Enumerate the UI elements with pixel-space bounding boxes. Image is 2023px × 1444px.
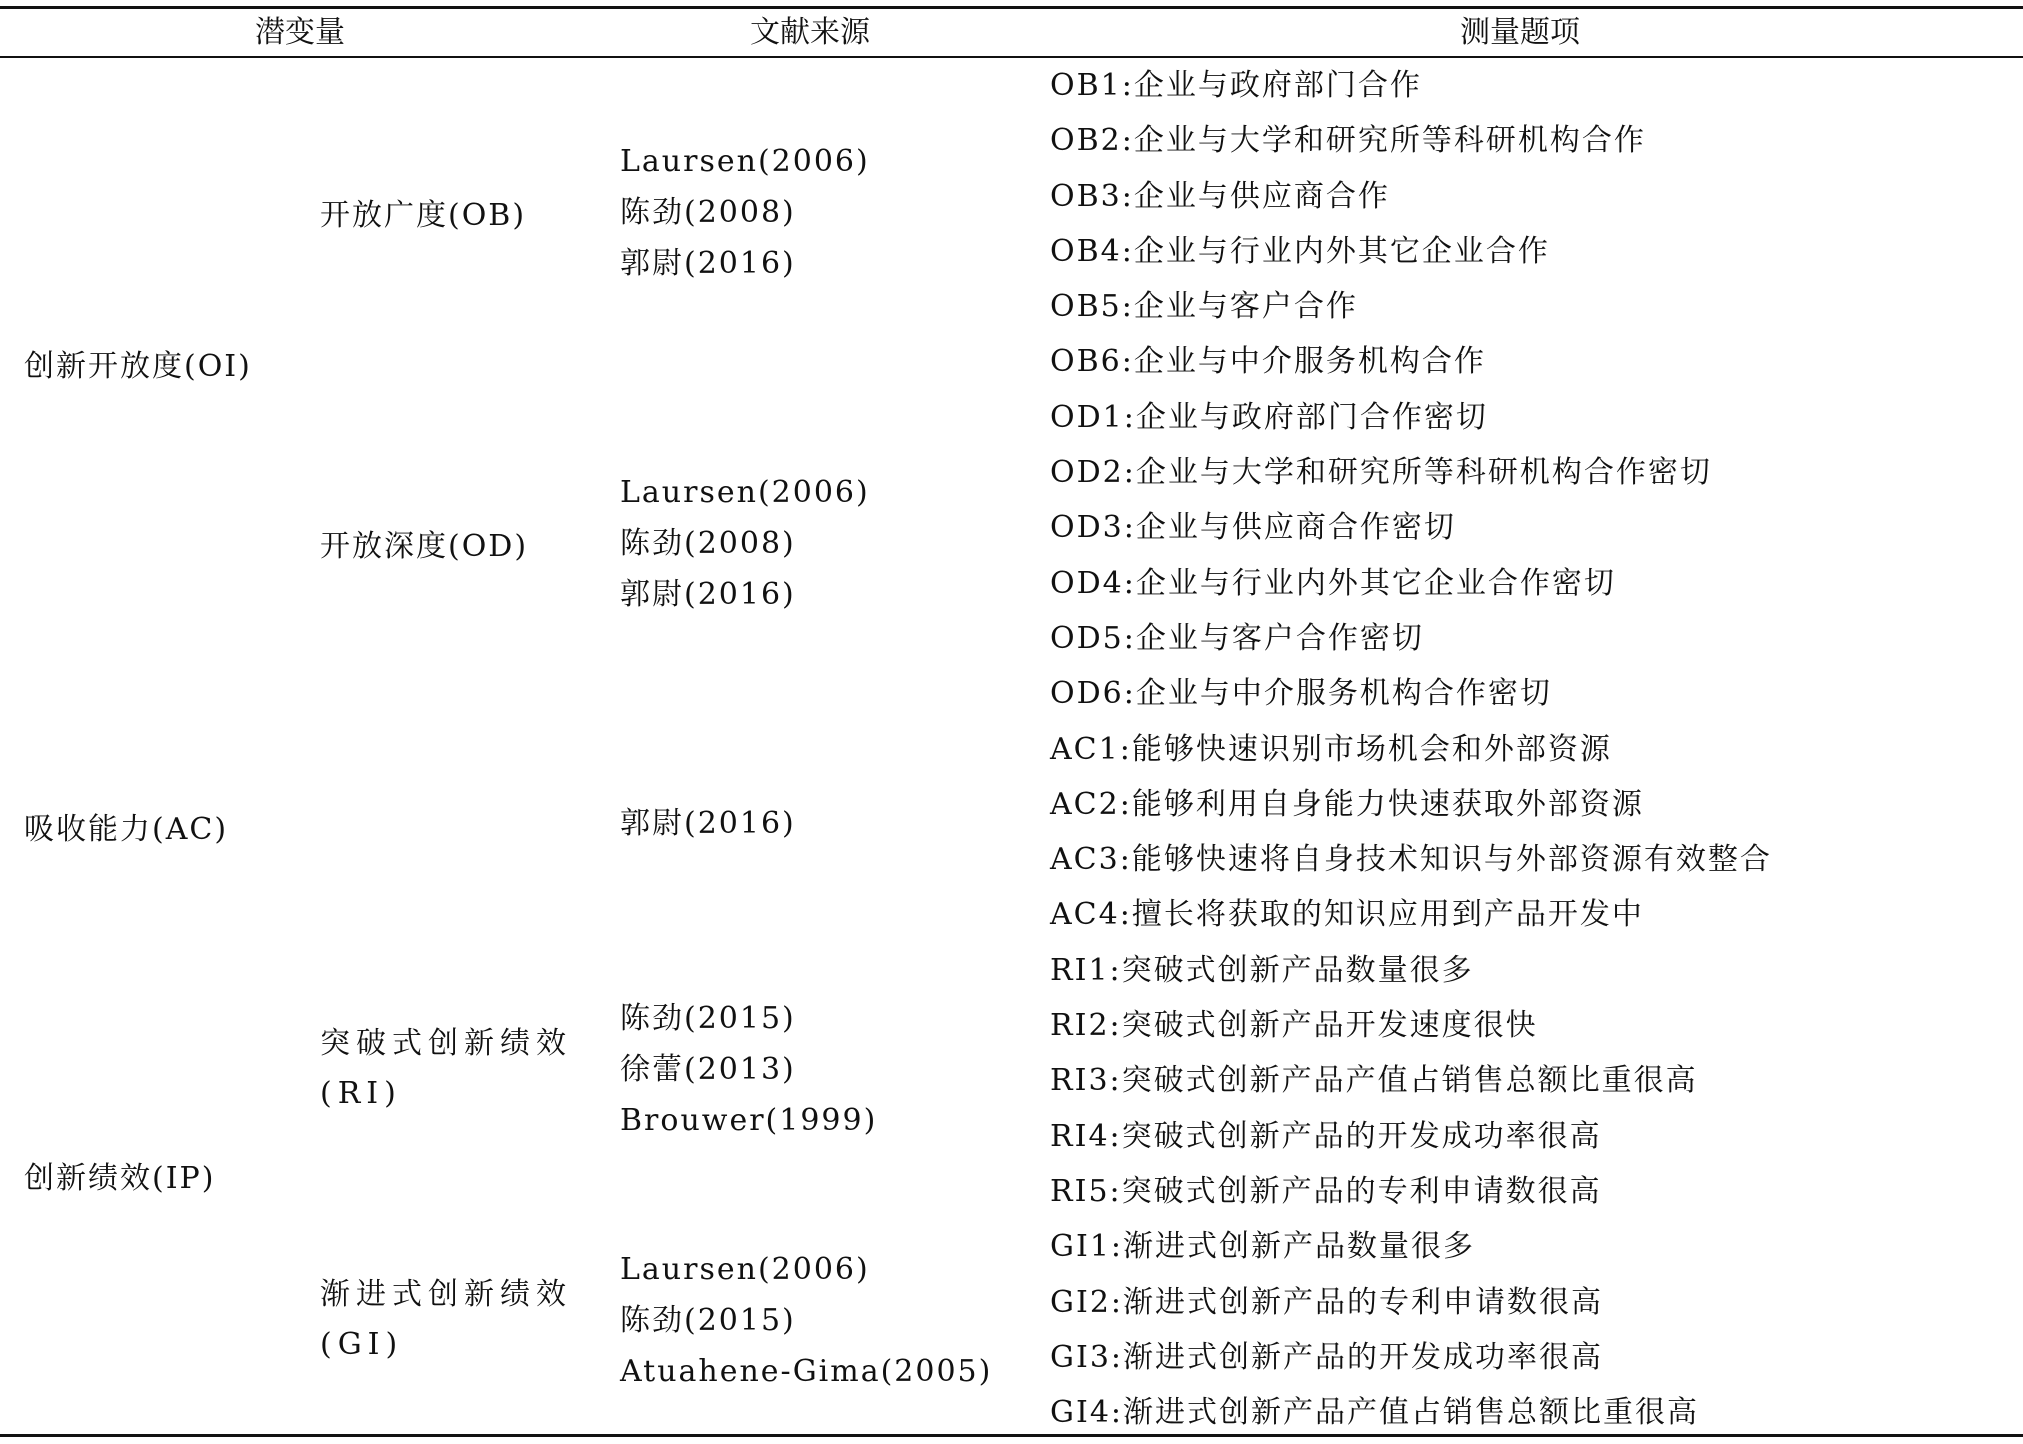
- header-literature-source: 文献来源: [750, 15, 870, 50]
- source-gi-2: 陈劲(2015): [620, 1303, 796, 1338]
- item-gi2: GI2:渐进式创新产品的专利申请数很高: [1050, 1284, 1604, 1320]
- source-ri-3: Brouwer(1999): [620, 1103, 878, 1138]
- item-ri5: RI5:突破式创新产品的专利申请数很高: [1050, 1173, 1602, 1209]
- item-ob5: OB5:企业与客户合作: [1050, 289, 1358, 325]
- item-ob3: OB3:企业与供应商合作: [1050, 178, 1390, 214]
- measurement-items-list: [1050, 62, 1772, 1444]
- item-ac1: AC1:能够快速识别市场机会和外部资源: [1050, 731, 1612, 767]
- source-ac-1: 郭尉(2016): [620, 806, 796, 841]
- item-gi1: GI1:渐进式创新产品数量很多: [1050, 1229, 1476, 1265]
- source-ob: [620, 136, 870, 289]
- item-ob4: OB4:企业与行业内外其它企业合作: [1050, 233, 1550, 269]
- header-measurement-items: 测量题项: [1460, 15, 1580, 50]
- source-od-2: 陈劲(2008): [620, 526, 796, 561]
- latent-gi-line2: (GI): [320, 1327, 404, 1362]
- item-ac3: AC3:能够快速将自身技术知识与外部资源有效整合: [1050, 842, 1772, 878]
- source-ob-3: 郭尉(2016): [620, 246, 796, 281]
- source-ri: [620, 993, 877, 1146]
- item-gi4: GI4:渐进式创新产品产值占销售总额比重很高: [1050, 1395, 1700, 1431]
- latent-ri: [320, 1019, 572, 1119]
- item-ri3: RI3:突破式创新产品产值占销售总额比重很高: [1050, 1063, 1698, 1099]
- item-od1: OD1:企业与政府部门合作密切: [1050, 399, 1488, 435]
- item-od6: OD6:企业与中介服务机构合作密切: [1050, 676, 1552, 712]
- item-ri1: RI1:突破式创新产品数量很多: [1050, 952, 1474, 988]
- item-gi3: GI3:渐进式创新产品的开发成功率很高: [1050, 1339, 1604, 1375]
- latent-ri-line2: (RI): [320, 1076, 402, 1111]
- latent-gi: [320, 1270, 572, 1370]
- latent-gi-line1: 渐进式创新绩效: [320, 1277, 572, 1312]
- source-od: [620, 467, 870, 620]
- item-od5: OD5:企业与客户合作密切: [1050, 620, 1424, 656]
- source-od-3: 郭尉(2016): [620, 577, 796, 612]
- item-od2: OD2:企业与大学和研究所等科研机构合作密切: [1050, 455, 1712, 491]
- item-od3: OD3:企业与供应商合作密切: [1050, 510, 1456, 546]
- item-ri2: RI2:突破式创新产品开发速度很快: [1050, 1008, 1538, 1044]
- source-ob-2: 陈劲(2008): [620, 195, 796, 230]
- table-bottom-rule: [0, 1434, 2023, 1437]
- latent-ob: 开放广度(OB): [320, 198, 527, 233]
- source-ac: [620, 798, 796, 849]
- source-od-1: Laursen(2006): [620, 475, 870, 510]
- item-od4: OD4:企业与行业内外其它企业合作密切: [1050, 565, 1616, 601]
- latent-ri-line1: 突破式创新绩效: [320, 1026, 572, 1061]
- latent-ac: 吸收能力(AC): [24, 812, 229, 847]
- item-ob2: OB2:企业与大学和研究所等科研机构合作: [1050, 123, 1646, 159]
- item-ob1: OB1:企业与政府部门合作: [1050, 68, 1422, 103]
- item-ri4: RI4:突破式创新产品的开发成功率很高: [1050, 1118, 1602, 1154]
- source-ob-1: Laursen(2006): [620, 144, 870, 179]
- source-ri-2: 徐蕾(2013): [620, 1052, 796, 1087]
- source-ri-1: 陈劲(2015): [620, 1001, 796, 1036]
- item-ob6: OB6:企业与中介服务机构合作: [1050, 344, 1486, 380]
- table-header-rule: [0, 56, 2023, 58]
- source-gi-3: Atuahene-Gima(2005): [620, 1354, 993, 1389]
- latent-oi: 创新开放度(OI): [24, 349, 252, 384]
- source-gi-1: Laursen(2006): [620, 1252, 870, 1287]
- source-gi: [620, 1244, 992, 1397]
- latent-od: 开放深度(OD): [320, 529, 529, 564]
- header-latent-variable: 潜变量: [255, 15, 345, 50]
- item-ac4: AC4:擅长将获取的知识应用到产品开发中: [1050, 897, 1644, 933]
- table-top-rule: [0, 6, 2023, 9]
- item-ac2: AC2:能够利用自身能力快速获取外部资源: [1050, 786, 1644, 822]
- latent-ip: 创新绩效(IP): [24, 1161, 216, 1196]
